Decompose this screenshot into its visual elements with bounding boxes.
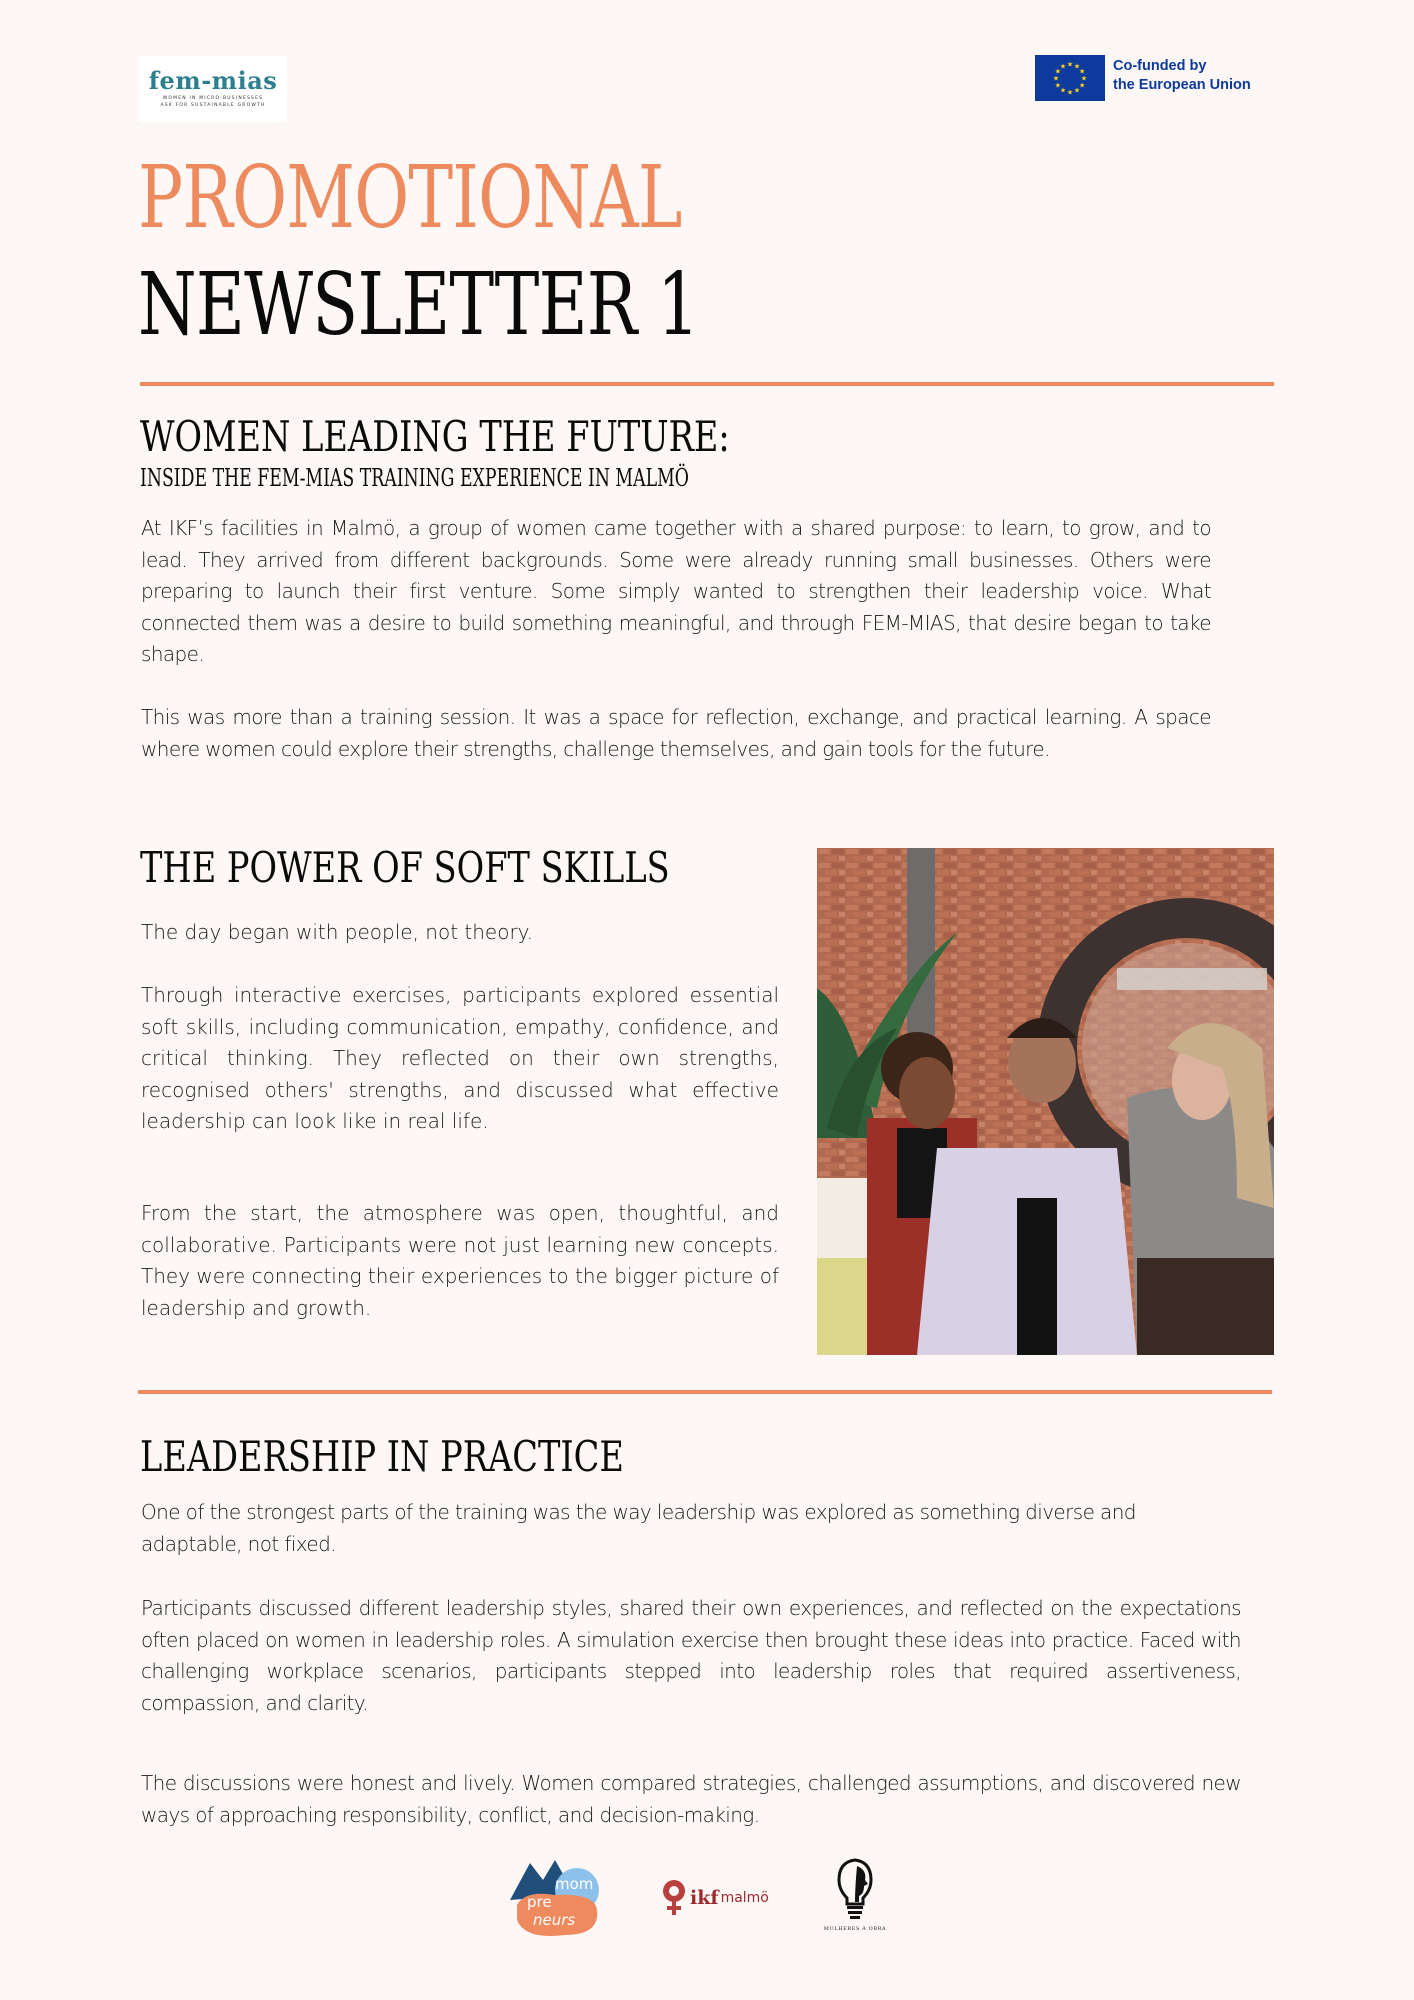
eu-star-icon: ★ (1052, 74, 1060, 83)
section-subheading: INSIDE THE FEM-MIAS TRAINING EXPERIENCE IN MALMÖ (140, 464, 689, 492)
group-photo (817, 848, 1274, 1355)
divider (140, 382, 1274, 386)
eu-cofunded-label: Co-funded by the European Union (1113, 58, 1251, 93)
soft-skills-paragraph-3: From the start, the atmosphere was open, thoughtful, and collaborative. Participants were not just learning new concepts. They were connecting their experiences to the bigger picture of leadership and growth. (141, 1201, 779, 1320)
leadership-paragraph-2: Participants discussed different leadership styles, shared their own experiences, and reflected on the expectations often placed on women in leadership roles. A simulation exercise then brought these ideas into practice. Faced with challenging workplace scenarios, participants stepped into leadership roles that required assertiveness, compassion, and clarity. (141, 1596, 1241, 1715)
eu-star-icon: ★ (1054, 81, 1062, 90)
eu-star-icon: ★ (1066, 60, 1074, 69)
eu-star-icon: ★ (1059, 62, 1067, 71)
malmo-wordmark: malmö (720, 1889, 769, 1906)
eu-flag-icon (1035, 55, 1105, 101)
intro-paragraph-1: At IKF’s facilities in Malmö, a group of women came together with a shared purpose: to learn, to grow, and to lead. They arrived from different backgrounds. Some were already running small businesses. Others were preparing to launch their first venture. Some simply wanted to strengthen their leadership voice. What connected them was a desire to build something meaningful, and through FEM-MIAS, that desire began to take shape. (141, 516, 1211, 666)
eu-star-icon: ★ (1073, 62, 1081, 71)
eu-star-icon: ★ (1066, 88, 1074, 97)
mulheres-a-obra-label: MULHERES À OBRA (823, 1926, 887, 1932)
svg-text:mom: mom (555, 1875, 594, 1893)
ikf-wordmark: ikf (690, 1886, 719, 1909)
leadership-paragraph-3: The discussions were honest and lively. Women compared strategies, challenged assumptions, and discovered new ways of approaching responsibility, conflict, and decision-making. (141, 1771, 1241, 1827)
mulheres-a-obra-logo (815, 1858, 895, 1938)
mompreneurs-logo (505, 1855, 605, 1940)
leadership-paragraph-1: One of the strongest parts of the training was the way leadership was explored as something diverse and adaptable, not fixed. (141, 1500, 1136, 1556)
female-symbol-icon (660, 1879, 688, 1917)
section-heading-women-leading: WOMEN LEADING THE FUTURE: (140, 412, 730, 461)
section-heading-soft-skills: THE POWER OF SOFT SKILLS (140, 843, 670, 892)
page-title-line2: NEWSLETTER 1 (138, 255, 699, 355)
svg-text:pre: pre (527, 1893, 552, 1911)
fem-mias-tagline: WOMEN IN MICRO-BUSINESSES ASK FOR SUSTAINABLE GROWTH (160, 96, 266, 108)
page-title-line1: PROMOTIONAL (138, 148, 682, 248)
divider (138, 1390, 1272, 1394)
fem-mias-wordmark: fem-mias (148, 66, 278, 96)
section-heading-leadership: LEADERSHIP IN PRACTICE (140, 1432, 624, 1481)
svg-text:neurs: neurs (533, 1911, 576, 1929)
eu-star-icon: ★ (1054, 67, 1062, 76)
eu-star-icon: ★ (1078, 67, 1086, 76)
intro-paragraph-2: This was more than a training session. It was a space for reflection, exchange, and practical learning. A space where women could explore their strengths, challenge themselves, and gain tools for the future. (141, 705, 1211, 761)
soft-skills-paragraph-1: The day began with people, not theory. (141, 920, 534, 944)
soft-skills-paragraph-2: Through interactive exercises, participants explored essential soft skills, including communication, empathy, confidence, and critical thinking. They reflected on their own strengths, recognised others' strengths, and discussed what effective leadership can look like in real life. (141, 983, 779, 1133)
ikf-malmo-logo (660, 1875, 780, 1920)
lightbulb-head-icon (835, 1858, 875, 1920)
fem-mias-logo (139, 56, 287, 122)
eu-star-icon: ★ (1078, 81, 1086, 90)
eu-star-icon: ★ (1080, 74, 1088, 83)
eu-star-icon: ★ (1059, 86, 1067, 95)
eu-star-icon: ★ (1073, 86, 1081, 95)
